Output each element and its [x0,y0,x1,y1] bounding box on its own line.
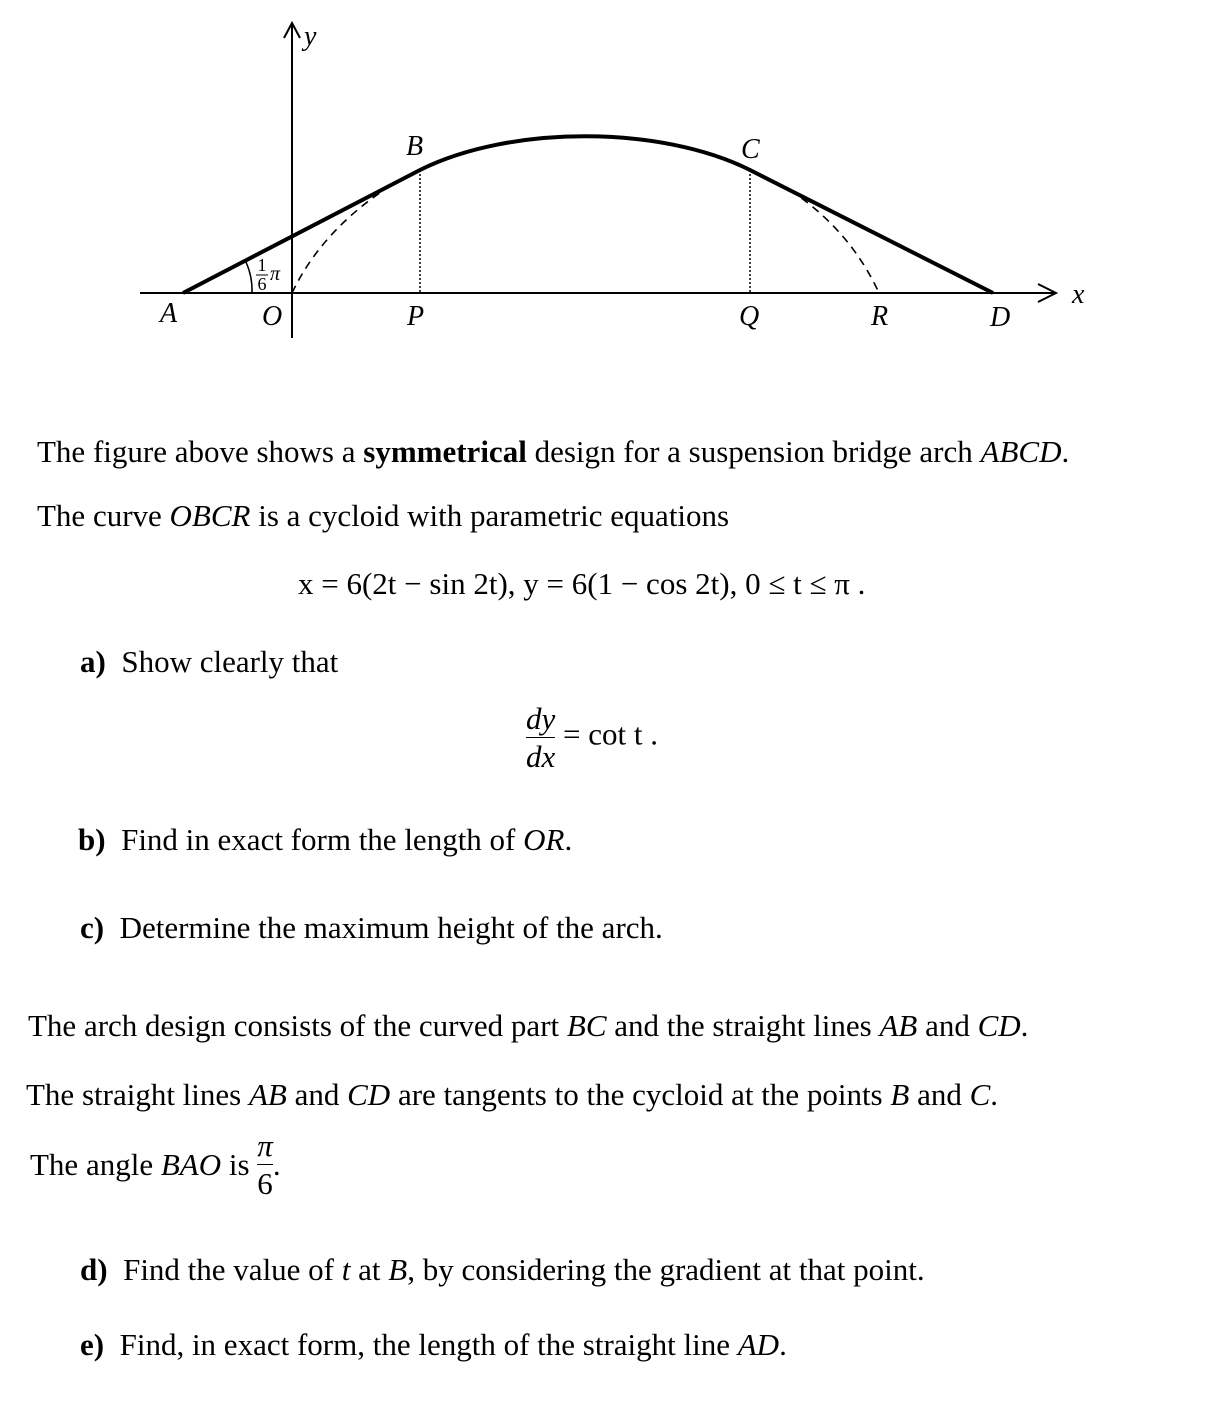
intro-bold: symmetrical [363,434,527,469]
part-label: d) [80,1252,108,1287]
parametric-equations: x = 6(2t − sin 2t), y = 6(1 − cos 2t), 0 ≤ t ≤ π . [298,566,866,601]
design-text: are tangents to the cycloid at the points [390,1077,891,1112]
point-A: A [160,298,178,329]
point-C: C [741,134,760,165]
part-label: a) [80,644,106,679]
var-CD: CD [347,1077,391,1112]
part-text: at [350,1252,389,1287]
var-t: t [341,1252,351,1287]
point-Q: Q [739,301,760,332]
part-text: Find, in exact form, the length of the straight line [119,1327,738,1362]
design-line-3 [30,1130,281,1199]
var-OR: OR [523,822,565,857]
cycloid-dashed-right [790,190,879,293]
var-OBCR: OBCR [169,498,251,533]
derivative-equation [526,703,658,772]
bridge-arch-diagram [0,0,1212,360]
derivative-rhs: = cot t . [563,716,658,752]
design-line-1 [28,1010,1028,1041]
point-D: D [990,302,1011,333]
intro-text: design for a suspension bridge arch [526,434,981,469]
var-BC: BC [566,1008,607,1043]
point-B: B [406,131,424,162]
part-a [80,646,338,677]
arch-ABCD [183,136,993,293]
intro-line-1 [37,436,1069,467]
part-text: Find the value of [123,1252,342,1287]
part-text: Find in exact form the length of [121,822,524,857]
design-text: The angle [30,1147,161,1182]
var-AB: AB [248,1077,287,1112]
design-text: and [286,1077,348,1112]
part-label: b) [78,822,106,857]
period: . [272,1147,281,1182]
point-O: O [262,301,283,332]
y-axis-label: y [304,21,317,52]
intro-text: The curve [37,498,170,533]
period: . [1061,434,1070,469]
part-label: e) [80,1327,105,1362]
point-R: R [871,301,889,332]
design-text: The straight lines [26,1077,249,1112]
design-line-2 [26,1079,998,1110]
part-text: , by considering the gradient at that point. [407,1252,925,1287]
x-axis-label: x [1072,279,1085,310]
svg-text:π: π [270,263,281,285]
angle-label [256,255,281,294]
var-AB: AB [879,1008,918,1043]
intro-text: is a cycloid with parametric equations [250,498,730,533]
svg-text:1: 1 [257,255,267,275]
design-text: and [917,1008,978,1043]
period: . [1020,1008,1029,1043]
period: . [564,822,573,857]
period: . [990,1077,999,1112]
var-B: B [388,1252,408,1287]
part-c [80,912,663,943]
var-AD: AD [737,1327,780,1362]
point-P: P [407,301,425,332]
intro-text: The figure above shows a [37,434,364,469]
intro-line-2 [37,500,729,531]
design-text: is [221,1147,258,1182]
part-text: Show clearly that [121,644,339,679]
var-ABCD: ABCD [980,434,1062,469]
var-CD: CD [977,1008,1021,1043]
var-C: C [969,1077,991,1112]
cycloid-dashed-left [292,186,390,293]
period: . [779,1327,787,1362]
design-text: and the straight lines [606,1008,880,1043]
var-BAO: BAO [160,1147,222,1182]
part-d [80,1254,925,1285]
part-text: Determine the maximum height of the arch. [119,910,663,945]
svg-text:6: 6 [257,274,267,294]
var-B: B [890,1077,910,1112]
pi-over-6-fraction: $\frac{\pi}{6}$ [257,1128,273,1201]
part-b [78,824,572,855]
part-label: c) [80,910,105,945]
part-e [80,1329,787,1360]
design-text: The arch design consists of the curved part [28,1008,567,1043]
dy-dx-fraction: $\frac{dy}{dx}$ [526,701,556,774]
angle-arc [246,262,252,293]
design-text: and [909,1077,970,1112]
